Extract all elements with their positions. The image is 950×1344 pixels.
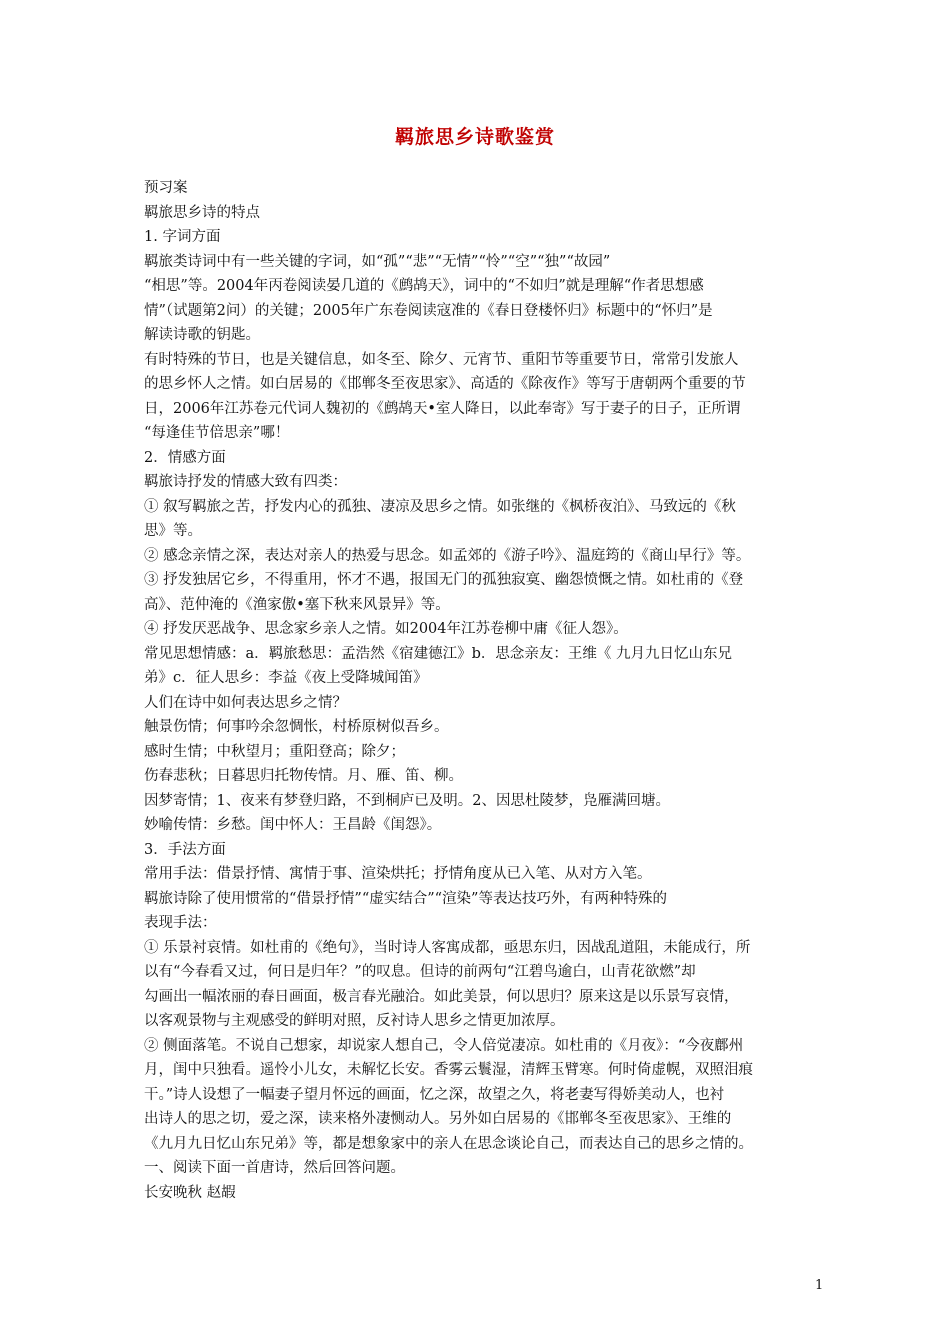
text-line: 思》等。 [144, 523, 202, 539]
text-line: 以有“今春看又过，何日是归年？”的叹息。但诗的前两句“江碧鸟逾白，山青花欲燃”却 [144, 964, 696, 980]
text-line: 月，闺中只独看。遥怜小儿女，未解忆长安。香雾云鬟湿，清辉玉臂寒。何时倚虚幌，双照泪痕 [144, 1062, 753, 1078]
text-line: 常用手法：借景抒情、寓情于事、渲染烘托；抒情角度从已入笔、从对方入笔。 [144, 866, 652, 882]
text-line: ② 感念亲情之深，表达对亲人的热爱与思念。如孟郊的《游子吟》、温庭筠的《商山早行》等。 [144, 547, 751, 564]
text-line: ② 侧面落笔。不说自己想家，却说家人想自己，令人倍觉凄凉。如杜甫的《月夜》：“今夜鄜州 [144, 1037, 744, 1054]
text-line: 干。”诗人设想了一幅妻子望月怀远的画面，忆之深，故望之久，将老妻写得娇美动人，也衬 [144, 1086, 725, 1103]
text-line: 解读诗歌的钥匙。 [144, 327, 260, 343]
text-line: 表现手法： [144, 915, 217, 931]
text-line: 勾画出一幅浓丽的春日画面，极言春光融洽。如此美景，何以思归？原来这是以乐景写哀情， [144, 988, 739, 1005]
text-line: ① 叙写羁旅之苦，抒发内心的孤独、凄凉及思乡之情。如张继的《枫桥夜泊》、马致远的《秋 [144, 498, 736, 515]
text-line: 日，2006年江苏卷元代词人魏初的《鹧鸪天•室人降日，以此奉寄》写于妻子的日子，正所谓 [144, 400, 741, 417]
text-line: 人们在诗中如何表达思乡之情？ [144, 694, 347, 711]
text-line: ③ 抒发独居它乡，不得重用，怀才不遇，报国无门的孤独寂寞、幽怨愤慨之情。如杜甫的《登 [144, 572, 744, 588]
text-line: 感时生情；中秋望月；重阳登高；除夕； [144, 743, 405, 760]
text-line: 一、阅读下面一首唐诗，然后回答问题。 [144, 1160, 405, 1176]
text-line: 预习案 [144, 180, 188, 196]
text-line: 妙喻传情：乡愁。闺中怀人：王昌龄《闺怨》。 [144, 817, 442, 833]
page-number: 1 [815, 1278, 824, 1293]
text-line: ① 乐景衬哀情。如杜甫的《绝句》，当时诗人客寓成都，亟思东归，因战乱道阻，未能成行，所 [144, 939, 751, 956]
text-line: 弟》c．征人思乡：李益《夜上受降城闻笛》 [144, 670, 428, 686]
text-line: “相思”等。2004年丙卷阅读晏几道的《鹧鸪天》，词中的“不如归”就是理解“作者思想感 [144, 278, 704, 294]
text-line: ④ 抒发厌恶战争、思念家乡亲人之情。如2004年江苏卷柳中庸《征人怨》。 [144, 621, 628, 637]
text-line: 《九月九日忆山东兄弟》等，都是想象家中的亲人在思念谈论自己，而表达自己的思乡之情的。 [144, 1135, 753, 1152]
text-line: 羁旅诗抒发的情感大致有四类： [144, 474, 347, 490]
text-line: “每逢佳节倍思亲”哪！ [144, 425, 290, 441]
text-line: 长安晚秋 赵嘏 [144, 1184, 236, 1201]
text-line: 2．情感方面 [144, 449, 226, 466]
text-line: 高》、范仲淹的《渔家傲•塞下秋来风景异》等。 [144, 596, 450, 613]
text-line: 有时特殊的节日，也是关键信息，如冬至、除夕、元宵节、重阳节等重要节日，常常引发旅人 [144, 351, 739, 368]
text-line: 伤春悲秋；日暮思归托物传情。月、雁、笛、柳。 [144, 768, 463, 784]
text-line: 触景伤情；何事吟余忽惆怅，村桥原树似吾乡。 [144, 719, 449, 735]
text-line: 的思乡怀人之情。如白居易的《邯郸冬至夜思家》、高适的《除夜作》等写于唐朝两个重要的节 [144, 376, 746, 392]
text-line: 因梦寄情；1、夜来有梦登归路，不到桐庐已及明。2、因思杜陵梦，凫雁满回塘。 [144, 792, 670, 809]
text-line: 以客观景物与主观感受的鲜明对照，反衬诗人思乡之情更加浓厚。 [144, 1013, 565, 1029]
document-title: 羁旅思乡诗歌鉴赏 [394, 126, 555, 148]
text-line: 3．手法方面 [144, 841, 226, 858]
text-line: 羁旅诗除了使用惯常的“借景抒情”“虚实结合”“渲染”等表达技巧外，有两种特殊的 [144, 890, 667, 907]
text-line: 出诗人的思之切，爱之深，读来格外凄恻动人。另外如白居易的《邯郸冬至夜思家》、王维的 [144, 1111, 732, 1127]
text-line: 常见思想情感：a．羁旅愁思：孟浩然《宿建德江》b．思念亲友：王维《 九月九日忆山东兄 [144, 645, 733, 662]
text-line: 情”（试题第2问）的关键；2005年广东卷阅读寇准的《春日登楼怀归》标题中的“怀归”是 [144, 302, 713, 319]
text-line: 羁旅思乡诗的特点 [144, 204, 260, 221]
text-line: 1. 字词方面 [144, 229, 221, 245]
text-line: 羁旅类诗词中有一些关键的字词，如“孤”“悲”“无情”“怜”“空”“独”“故园” [144, 253, 611, 270]
document-body [144, 176, 824, 1205]
